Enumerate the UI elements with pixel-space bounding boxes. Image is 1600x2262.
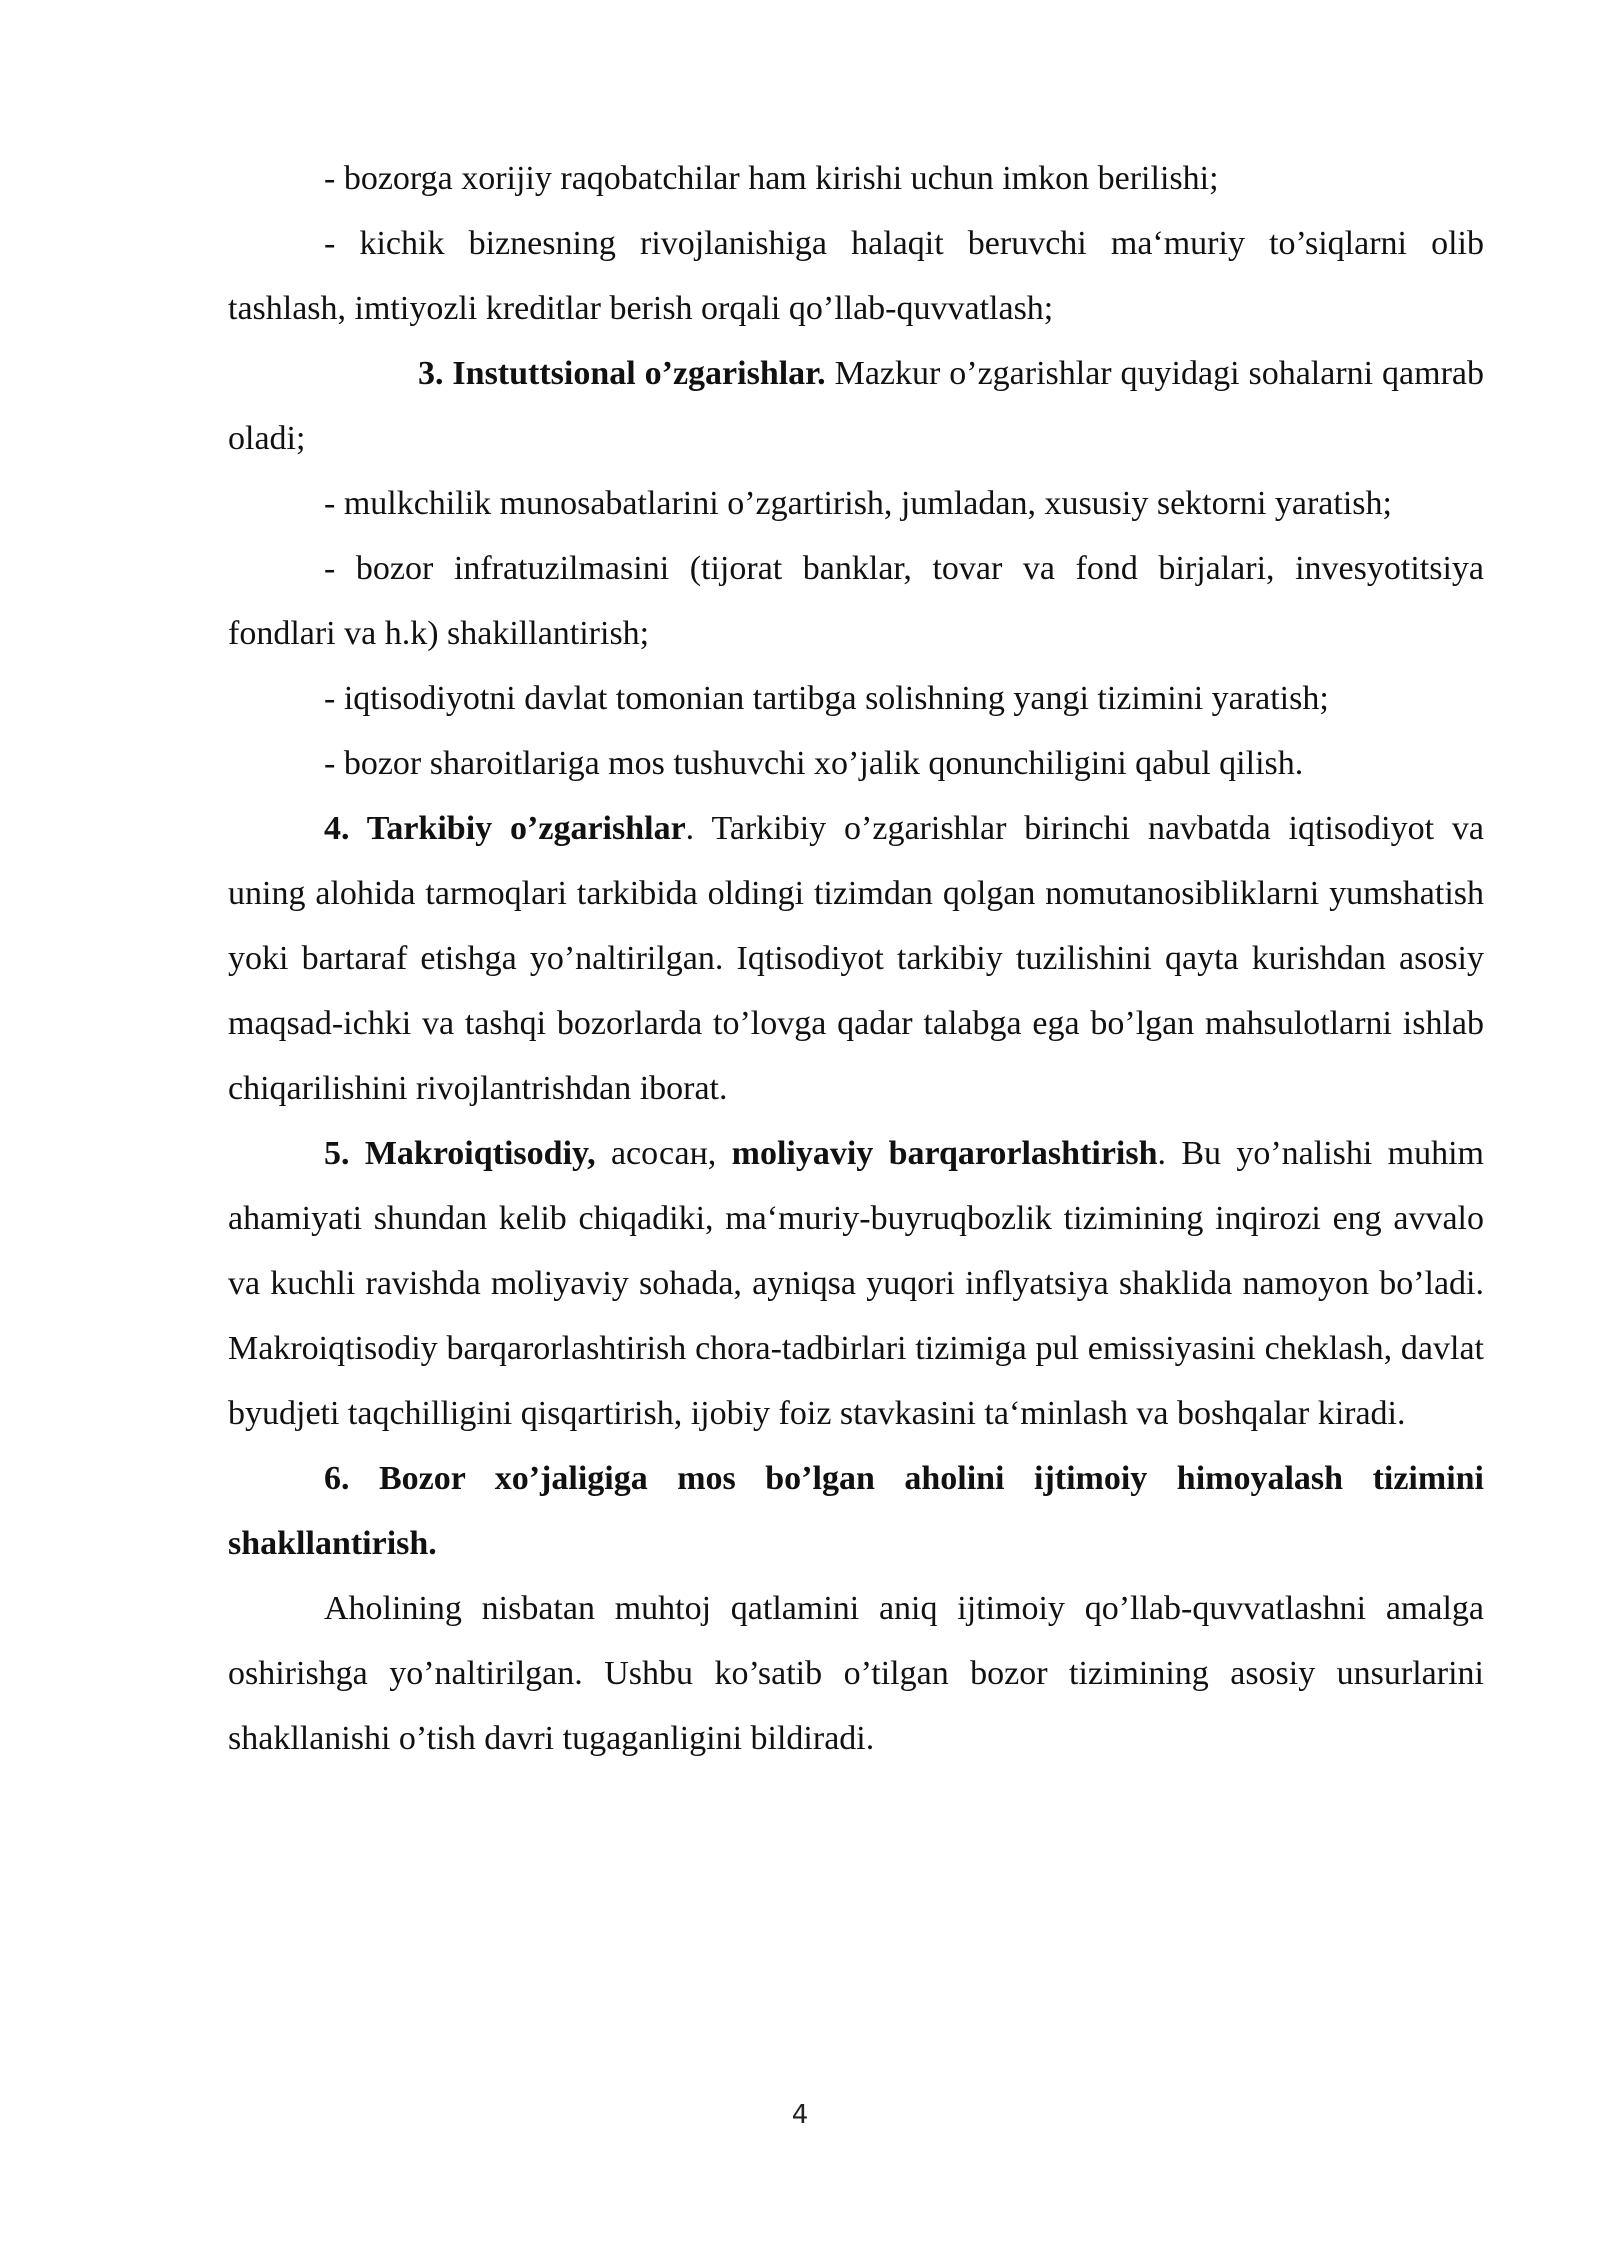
- paragraph-bullet-infrastructure: - bozor infratuzilmasini (tijorat banklar, tovar va fond birjalari, invesyotitsiya fondlari va h.k) shakillantirish;: [228, 550, 1484, 652]
- paragraph-structural-changes: [228, 796, 1484, 1121]
- paragraph-text: Mazkur o’zgarishlar quyidagi sohalarni qamrab oladi;: [228, 355, 1484, 457]
- section-heading-structural: 4. Tarkibiy o’zgarishlar: [324, 810, 686, 847]
- paragraph-bullet-legislation: - bozor sharoitlariga mos tushuvchi xo’jalik qonunchiligini qabul qilish.: [324, 745, 1304, 782]
- paragraph-bullet-ownership: - mulkchilik munosabatlarini o’zgartirish, jumladan, xususiy sektorni yaratish;: [324, 485, 1392, 522]
- paragraph-social-protection: Aholining nisbatan muhtoj qatlamini aniq ijtimoiy qo’llab-quvvatlashni amalga oshirishga yo’naltirilgan. Ushbu ko’satib o’tilgan bozor tizimining asosiy unsurlarini shakllanishi o’tish davri tugaganligini bildiradi.: [228, 1590, 1484, 1757]
- section-heading-institutional: 3. Instuttsional o’zgarishlar.: [418, 355, 826, 392]
- paragraph-text: . Tarkibiy o’zgarishlar birinchi navbatda iqtisodiyot va uning alohida tarmoqlari tarkibida oldingi tizimdan qolgan nomutanosibliklarni yumshatish yoki bartaraf etishga yo’naltirilgan. Iqtisodiyot tarkibiy tuzilishini qayta kurishdan asosiy maqsad-ichki va tashqi bozorlarda to’lovga qadar talabga ega bo’lgan mahsulotlarni ishlab chiqarilishini rivojlantrishdan iborat.: [228, 810, 1485, 1107]
- paragraph-text: асосан,: [595, 1135, 732, 1172]
- paragraph-social-protection-heading: [228, 1446, 1484, 1576]
- paragraph-bullet-foreign-competitors: - bozorga xorijiy raqobatchilar ham kirishi uchun imkon berilishi;: [324, 160, 1219, 197]
- paragraph-bullet-regulation: - iqtisodiyotni davlat tomonian tartibga solishning yangi tizimini yaratish;: [324, 680, 1329, 717]
- section-heading-social: 6. Bozor xo’jaligiga mos bo’lgan aholini ijtimoiy himoyalash tizimini shakllantirish.: [228, 1460, 1484, 1562]
- paragraph-text: . Bu yo’nalishi muhim ahamiyati shundan kelib chiqadiki, ma‘muriy-buyruqbozlik tizimining inqirozi eng avvalo va kuchli ravishda moliyaviy sohada, ayniqsa yuqori inflyatsiya shaklida namoyon bo’ladi. Makroiqtisodiy barqarorlashtirish chora-tadbirlari tizimiga pul emissiyasini cheklash, davlat byudjeti taqchilligini qisqartirish, ijobiy foiz stavkasini ta‘minlash va boshqalar kiradi.: [228, 1135, 1484, 1432]
- paragraph-institutional-changes: [228, 341, 1484, 471]
- paragraph-macro-stabilization: [228, 1121, 1484, 1446]
- document-body: [228, 146, 1484, 1771]
- section-heading-macro: 5. Makroiqtisodiy,: [324, 1135, 596, 1172]
- section-heading-financial: moliyaviy barqarorlashtirish: [731, 1135, 1158, 1172]
- paragraph-bullet-small-business: - kichik biznesning rivojlanishiga halaqit beruvchi ma‘muriy to’siqlarni olib tashlash, imtiyozli kreditlar berish orqali qo’llab-quvvatlash;: [228, 225, 1484, 327]
- page-number: 4: [791, 2100, 809, 2130]
